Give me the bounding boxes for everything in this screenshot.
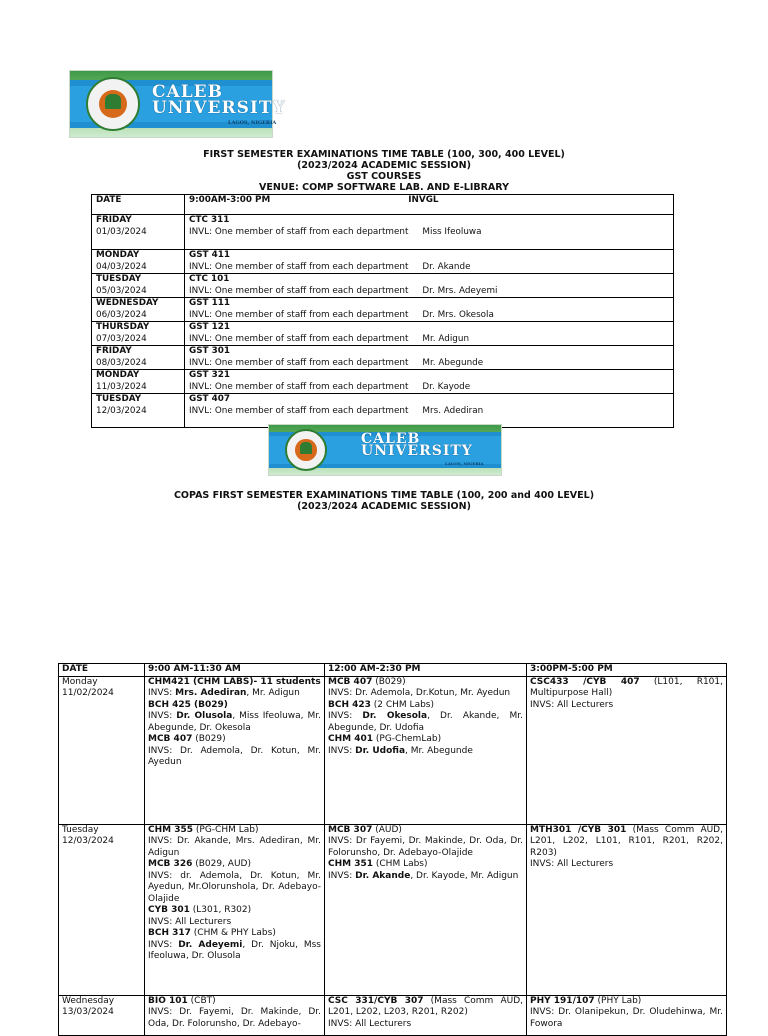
row-day: Wednesday [62,995,115,1006]
course-entry: MCB 326 (B029, AUD) [148,859,251,869]
gst-row [92,322,674,346]
invigilators: INVS: Dr. Fayemi, Dr. Makinde, Dr. Oda, Dr. Folorunsho, Dr. Adebayo- [148,1007,321,1029]
gst-heading-1: FIRST SEMESTER EXAMINATIONS TIME TABLE (100, 300, 400 LEVEL) [203,149,565,160]
course-entry: BCH 317 (CHM & PHY Labs) [148,928,276,938]
row-invl: INVL: One member of staff from each department [189,357,409,368]
gst-col-date: DATE [92,195,185,215]
row-invigilator: Mr. Abegunde [422,357,484,368]
course-entry: MCB 407 (B029) [148,734,226,744]
row-date: 04/03/2024 [96,261,147,272]
row-day: FRIDAY [96,215,132,225]
course-entry: MTH301 /CYB 301 (Mass Comm AUD, L201, L202, L101, R101, R201, R202, R203) [530,824,723,858]
university-seal-icon [86,77,140,131]
invigilators: INVS: Dr. Ademola, Dr.Kotun, Mr. Ayedun [328,688,511,698]
copas-row-wednesday [59,995,727,1035]
invigilators: INVS: All Lecturers [530,699,614,710]
logo-subtext: LAGOS, NIGERIA [228,120,277,126]
invigilators: INVS: Dr. Udofia, Mr. Abegunde [328,745,473,756]
copas-heading-1: COPAS FIRST SEMESTER EXAMINATIONS TIME TABLE (100, 200 and 400 LEVEL) [173,490,595,501]
row-date: 08/03/2024 [96,357,147,368]
row-course: CTC 101 [189,274,230,284]
logo-word-2: UNIVERSITY [152,98,286,118]
copas-timetable [58,663,727,1036]
row-date: 12/03/2024 [62,836,114,846]
invigilators: INVS: All Lecturers [148,916,232,927]
invigilators: INVS: Dr. Adeyemi, Dr. Njoku, Mss Ifeoluwa, Dr. Olusola [148,939,321,961]
row-course: CTC 311 [189,215,230,225]
row-course: GST 301 [189,346,230,356]
invigilators: INVS: All Lecturers [328,1018,412,1029]
invigilators: INVS: Mrs. Adediran, Mr. Adigun [148,688,300,698]
row-day: THURSDAY [96,322,150,332]
logo-word-1: CALEB [361,431,421,447]
invigilators: INVS: Dr. Ademola, Dr. Kotun, Mr. Ayedun [148,745,321,767]
copas-row-monday [59,676,727,824]
row-invigilator: Dr. Akande [422,261,471,272]
row-invl: INVL: One member of staff from each department [189,333,409,344]
gst-timetable [91,194,674,428]
row-day: Monday [62,676,98,687]
course-entry: CYB 301 (L301, R302) [148,905,252,915]
course-entry: CHM 351 (CHM Labs) [328,859,428,869]
row-day: TUESDAY [96,394,142,404]
course-entry: CHM 401 (PG-ChemLab) [328,734,442,744]
course-code: BCH 425 (B029) [148,699,228,710]
row-date: 01/03/2024 [96,226,147,237]
gst-heading-4: VENUE: COMP SOFTWARE LAB. AND E-LIBRARY [259,182,509,193]
course-entry: MCB 407 (B029) [328,676,406,687]
row-invl: INVL: One member of staff from each department [189,309,409,320]
invigilators: INVS: Dr. Olanipekun, Dr. Oludehinwa, Mr. Fowora [530,1007,723,1029]
gst-row [92,298,674,322]
invigilators: INVS: dr. Ademola, Dr. Kotun, Mr. Ayedun, Mr.Olorunshola, Dr. Adebayo-Olajide [148,870,321,904]
logo-word-2: UNIVERSITY [361,443,473,459]
row-invl: INVL: One member of staff from each department [189,261,409,272]
row-day: Tuesday [62,824,99,835]
gst-row [92,346,674,370]
row-day: MONDAY [96,250,140,260]
row-day: TUESDAY [96,274,142,284]
copas-row-tuesday [59,824,727,995]
course-entry: MCB 307 (AUD) [328,824,402,835]
copas-col-session-3: 3:00PM-5:00 PM [527,664,727,677]
logo-word-1: CALEB [152,82,223,102]
row-invigilator: Mrs. Adediran [422,405,484,416]
row-course: GST 111 [189,298,230,308]
course-entry: PHY 191/107 (PHY Lab) [530,995,642,1006]
gst-heading-2: (2023/2024 ACADEMIC SESSION) [297,160,471,171]
row-course: GST 121 [189,322,230,332]
row-invl: INVL: One member of staff from each department [189,226,409,237]
course-entry: BIO 101 (CBT) [148,995,216,1006]
row-date: 13/03/2024 [62,1007,114,1017]
invigilators: INVS: Dr. Akande, Dr. Kayode, Mr. Adigun [328,870,519,881]
row-date: 05/03/2024 [96,285,147,296]
row-date: 11/03/2024 [96,381,147,392]
caleb-university-logo [69,70,286,138]
row-invigilator: Dr. Kayode [422,381,471,392]
gst-row [92,250,674,274]
course-code: CHM421 (CHM LABS)- 11 students [148,676,321,687]
university-seal-icon [285,429,327,471]
row-date: 12/03/2024 [96,405,147,416]
row-invl: INVL: One member of staff from each department [189,405,409,416]
row-invl: INVL: One member of staff from each department [189,381,409,392]
row-course: GST 411 [189,250,230,260]
copas-heading-2: (2023/2024 ACADEMIC SESSION) [297,501,471,512]
row-invl: INVL: One member of staff from each department [189,285,409,296]
course-entry: CSC433 /CYB 407 (L101, R101, Multipurpose Hall) [530,676,723,698]
copas-col-session-2: 12:00 AM-2:30 PM [325,664,527,677]
course-entry: CHM 355 (PG-CHM Lab) [148,824,259,835]
copas-col-session-1: 9:00 AM-11:30 AM [145,664,325,677]
row-invigilator: Mr. Adigun [422,333,470,344]
invigilators: INVS: Dr Fayemi, Dr. Makinde, Dr. Oda, Dr. Folorunsho, Dr. Adebayo-Olajide [328,836,523,858]
row-invigilator: Dr. Mrs. Adeyemi [422,285,498,296]
gst-heading-3: GST COURSES [346,171,422,182]
course-entry: BCH 423 (2 CHM Labs) [328,699,435,710]
invigilators: INVS: Dr. Olusola, Miss Ifeoluwa, Mr. Abegunde, Dr. Okesola [148,711,321,733]
gst-row [92,215,674,250]
invigilators: INVS: Dr. Akande, Mrs. Adediran, Mr. Adigun [148,836,321,858]
invigilators: INVS: All Lecturers [530,859,614,869]
caleb-university-logo-2 [268,424,502,476]
row-course: GST 321 [189,370,230,380]
row-date: 06/03/2024 [96,309,147,320]
gst-row [92,370,674,394]
gst-col-time [185,195,674,215]
row-course: GST 407 [189,394,230,404]
row-date: 07/03/2024 [96,333,147,344]
row-invigilator: Miss Ifeoluwa [422,226,482,237]
gst-col-invgl: INVGL [408,195,439,205]
copas-col-date: DATE [59,664,145,677]
logo-subtext: LAGOS, NIGERIA [445,461,484,466]
gst-row [92,394,674,428]
row-date: 11/02/2024 [62,688,114,698]
course-entry: CSC 331/CYB 307 (Mass Comm AUD, L201, L202, L203, R201, R202) [328,995,523,1017]
gst-col-time-label: 9:00AM-3:00 PM [189,195,271,205]
row-day: MONDAY [96,370,140,380]
row-day: FRIDAY [96,346,132,356]
invigilators: INVS: Dr. Okesola, Dr. Akande, Mr. Abegunde, Dr. Udofia [328,711,523,733]
gst-row [92,274,674,298]
row-day: WEDNESDAY [96,298,159,308]
row-invigilator: Dr. Mrs. Okesola [422,309,494,320]
